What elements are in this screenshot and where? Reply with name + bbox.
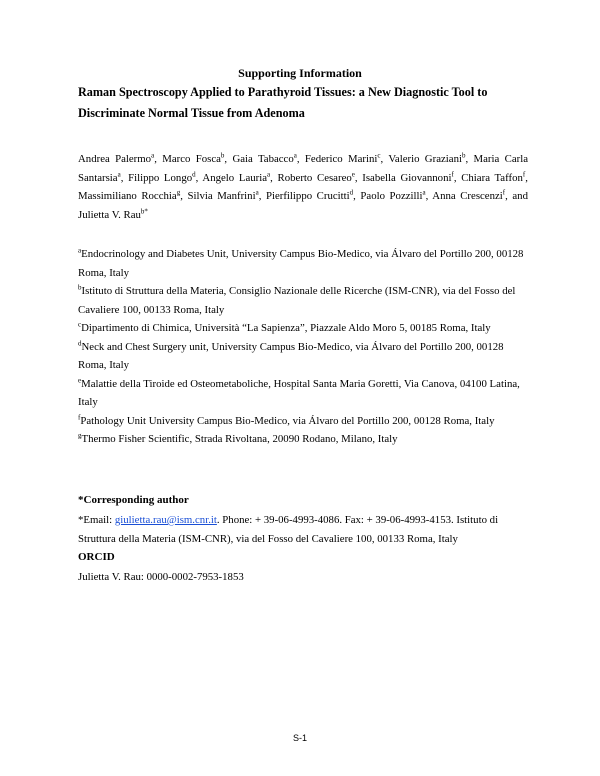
affiliation-marker: a — [78, 246, 82, 255]
affiliations-list — [78, 245, 528, 449]
corresponding-author-details — [78, 511, 528, 548]
author-affiliation-marker: d — [349, 188, 354, 197]
author-name: Pierfilippo Crucitti — [265, 190, 350, 202]
author-name: Isabella Giovannoni — [362, 171, 452, 184]
affiliation-text: Istituto di Struttura della Materia, Consiglio Nazionale delle Ricerche (ISM-CNR), via del Fosso del Cavaliere 100, 00133 Roma, Italy — [78, 285, 516, 316]
author-affiliation-marker: b — [461, 151, 466, 160]
author-name: Federico Marini — [304, 153, 378, 165]
title-line-2: Discriminate Normal Tissue from Adenoma — [78, 106, 305, 120]
author-name: Anna Crescenzi — [432, 190, 503, 202]
author-affiliation-marker: f — [502, 188, 506, 197]
supporting-information-header: Supporting Information — [238, 66, 362, 80]
author-affiliation-marker: f — [451, 169, 454, 178]
author-affiliation-marker: d — [192, 169, 196, 178]
author-name: Julietta V. Rau — [78, 208, 141, 221]
author-affiliation-marker: e — [351, 169, 355, 178]
affiliation-marker: d — [78, 338, 82, 347]
affiliation-marker: g — [78, 431, 82, 440]
affiliation-marker: c — [78, 320, 82, 329]
orcid-line: Julietta V. Rau: 0000-0002-7953-1853 — [78, 571, 244, 583]
author-affiliation-marker: a — [267, 169, 271, 178]
affiliation-item — [78, 338, 528, 375]
author-name: Massimiliano Rocchia — [78, 190, 177, 202]
author-name: Marco Fosca — [162, 153, 221, 165]
author-affiliation-marker: c — [377, 151, 381, 160]
author-name: Paolo Pozzilli — [360, 190, 423, 202]
email-prefix: *Email: — [78, 514, 115, 526]
email-link[interactable]: giulietta.rau@ism.cnr.it — [114, 514, 217, 526]
title-line-1: Raman Spectroscopy Applied to Parathyroid Tissues: a New Diagnostic Tool to — [78, 85, 488, 99]
affiliation-marker: f — [78, 412, 81, 421]
affiliation-item — [78, 412, 528, 431]
author-name: Gaia Tabacco — [232, 153, 294, 165]
affiliation-text: Endocrinology and Diabetes Unit, University Campus Bio-Medico, via Álvaro del Portillo 200, 00128 Roma, Italy — [78, 248, 524, 279]
affiliation-item — [78, 282, 528, 319]
author-affiliation-marker: a — [117, 169, 121, 178]
affiliation-marker: b — [78, 283, 82, 292]
affiliation-item — [78, 375, 528, 412]
author-name: Chiara Taffon — [461, 171, 523, 184]
author-affiliation-marker: a — [151, 151, 155, 160]
affiliation-item — [78, 430, 528, 449]
contact-details: . Phone: + 39-06-4993-4086. Fax: + 39-06-4993-4153. Istituto di Struttura della Materia (ISM-CNR), via del Fosso del Cavaliere 100, 00133 Roma, Italy — [78, 514, 499, 545]
corresponding-author-heading: *Corresponding author — [78, 494, 189, 506]
page-number: S-1 — [292, 733, 307, 743]
author-affiliation-marker: b — [220, 151, 225, 160]
author-name: Roberto Cesareo — [277, 171, 352, 184]
author-affiliation-marker: g — [176, 188, 181, 197]
author-list: Andrea Palermo$^a$, Marco Fosca$^b$, Gaia Tabacco$^a$, Federico Marini$^c$, Valerio Graziani$^b$, Maria Carla Santarsia$^a$, Filippo Longo$^d$, Angelo Lauria$^a$, Roberto Cesareo$^e$, Isabella Giovannoni$^f$, Chiara Taffon$^f$, Massimiliano Rocchia$^g$, Silvia Manfrini$^a$, Pierfilippo Crucitti$^d$, Paolo Pozzilli$^a$, Anna Crescenzi$^f$, and Julietta V. Rau$^{b*}$ — [78, 151, 528, 221]
author-affiliation-marker: a — [422, 188, 426, 197]
affiliation-text: Neck and Chest Surgery unit, University Campus Bio-Medico, via Álvaro del Portillo 200, 00128 Roma, Italy — [78, 340, 504, 371]
author-name: Andrea Palermo — [78, 153, 152, 165]
affiliation-text: Pathology Unit University Campus Bio-Medico, via Álvaro del Portillo 200, 00128 Roma, Italy — [80, 414, 495, 427]
orcid-heading: ORCID — [78, 551, 115, 563]
affiliation-marker: e — [78, 375, 82, 384]
affiliation-text: Thermo Fisher Scientific, Strada Rivoltana, 20090 Rodano, Milano, Italy — [81, 433, 398, 445]
affiliation-item — [78, 245, 528, 282]
author-affiliation-marker: a — [293, 151, 297, 160]
author-name: Silvia Manfrini — [187, 190, 256, 202]
author-affiliation-marker: b* — [140, 206, 148, 215]
author-affiliation-marker: a — [255, 188, 259, 197]
affiliation-text: Malattie della Tiroide ed Osteometaboliche, Hospital Santa Maria Goretti, Via Canova, 04100 Latina, Italy — [78, 377, 520, 408]
author-name: Angelo Lauria — [202, 171, 268, 184]
author-affiliation-marker: f — [522, 169, 526, 178]
affiliation-item — [78, 319, 528, 338]
affiliation-text: Dipartimento di Chimica, Università “La Sapienza”, Piazzale Aldo Moro 5, 00185 Roma, Italy — [81, 322, 491, 334]
paper-title — [78, 82, 528, 124]
author-name: Filippo Longo — [128, 171, 193, 184]
author-name: Valerio Graziani — [388, 153, 462, 165]
author-name: Maria Carla Santarsia — [78, 153, 528, 184]
